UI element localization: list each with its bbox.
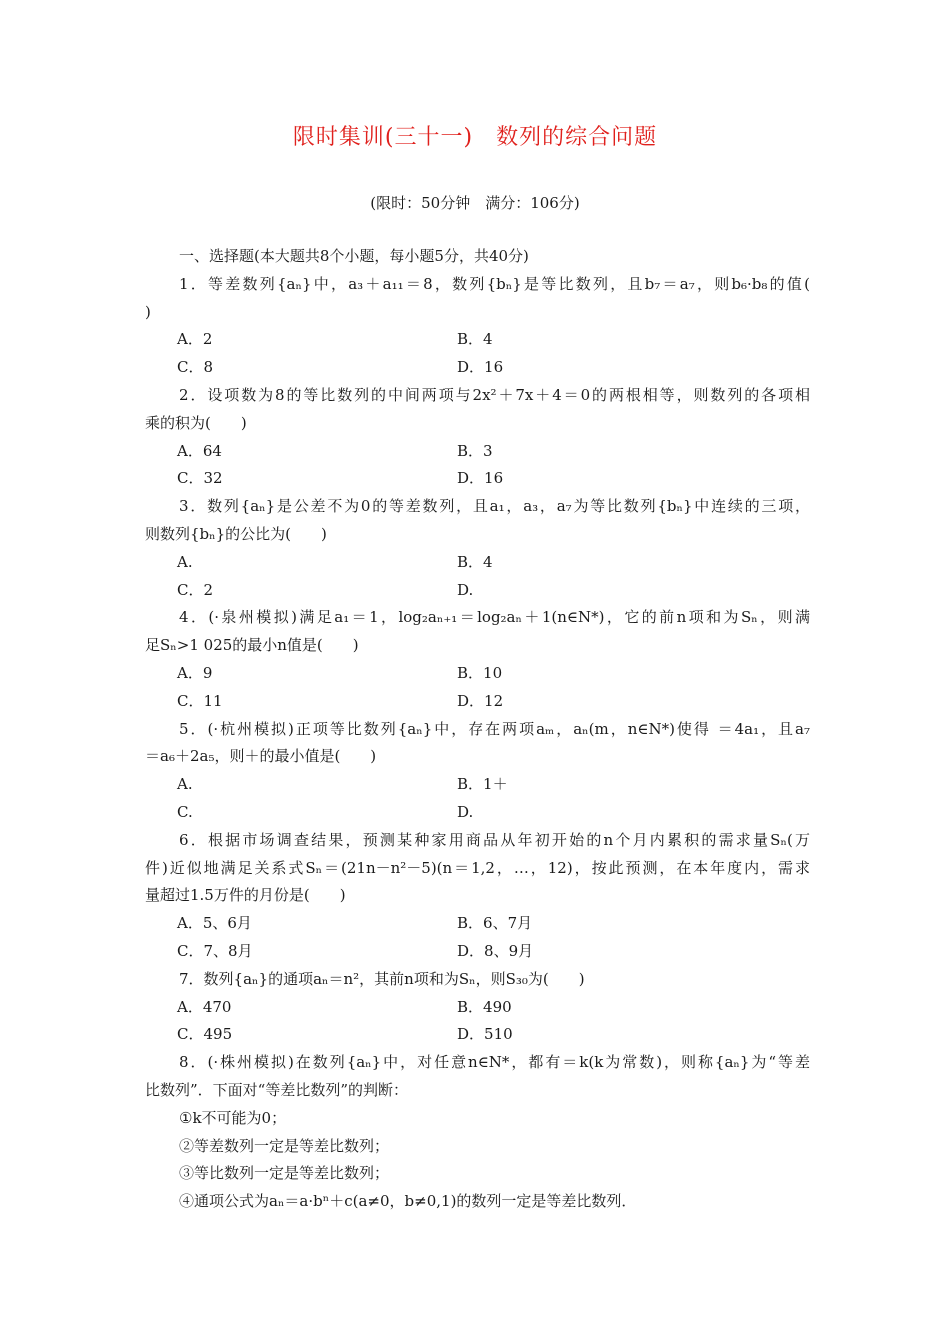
option-c: C．495 (177, 1025, 233, 1044)
option-a: A．470 (177, 997, 232, 1016)
question-2-line-1: 2．设项数为8的等比数列的中间两项与2x²＋7x＋4＝0的两根相等，则数列的各项相 (179, 385, 810, 404)
question-2-options-row-2 (145, 465, 810, 493)
question-4-line-1: 4．(·泉州模拟)满足a₁＝1，log₂aₙ₊₁＝log₂aₙ＋1(n∈N*)，它的前n项和为Sₙ，则满 (179, 608, 810, 627)
question-6-line-1: 6．根据市场调查结果，预测某种家用商品从年初开始的n个月内累积的需求量Sₙ(万 (179, 830, 810, 849)
time-score-info: (限时：50分钟 满分：106分) (370, 194, 580, 212)
option-a: A．9 (177, 663, 213, 682)
question-5-options-row-2 (145, 799, 810, 827)
question-1-options-row-2 (145, 354, 810, 382)
question-6-options-row-1 (145, 910, 810, 938)
section-heading: 一、选择题(本大题共8个小题，每小题5分，共40分) (179, 247, 529, 265)
question-8-line-1: 8．(·株州模拟)在数列{aₙ}中，对任意n∈N*，都有＝k(k为常数)，则称{aₙ}为“等差 (179, 1053, 810, 1072)
question-6-line-2: 件)近似地满足关系式Sₙ＝(21n－n²－5)(n＝1,2，…，12)，按此预测，在本年度内，需求 (145, 858, 810, 877)
option-b: B．4 (457, 552, 493, 571)
option-d: D．16 (457, 469, 504, 488)
statement-3: ③等比数列一定是等差比数列； (179, 1164, 390, 1183)
option-b: B．6、7月 (457, 914, 533, 933)
question-4-options-row-2 (145, 688, 810, 716)
question-3-options-row-2 (145, 577, 810, 605)
option-b: B．1＋ (457, 775, 508, 794)
question-4-options-row-1 (145, 660, 810, 688)
option-c: C．2 (177, 580, 214, 599)
option-c: C．8 (177, 358, 214, 377)
option-a: A．5、6月 (177, 914, 252, 933)
option-b: B．10 (457, 663, 503, 682)
option-d: D．510 (457, 1025, 513, 1044)
question-2-options-row-1 (145, 438, 810, 466)
question-7-line-1: 7．数列{aₙ}的通项aₙ＝n²，其前n项和为Sₙ，则S₃₀为( ) (179, 969, 585, 988)
question-5-options-row-1 (145, 771, 810, 799)
question-5-line-1: 5．(·杭州模拟)正项等比数列{aₙ}中，存在两项aₘ，aₙ(m，n∈N*)使得 ＝4a₁，且a₇ (179, 719, 810, 738)
option-a: A．2 (177, 330, 213, 349)
question-8-line-2: 比数列”．下面对“等差比数列”的判断： (145, 1080, 409, 1099)
option-a: A．64 (177, 441, 222, 460)
option-d: D．12 (457, 691, 504, 710)
question-5-line-2: ＝a₆＋2a₅，则＋的最小值是( ) (145, 747, 377, 766)
question-3-options-row-1 (145, 549, 810, 577)
question-3-line-2: 则数列{bₙ}的公比为( ) (145, 524, 327, 543)
page-title: 限时集训(三十一) 数列的综合问题 (292, 125, 658, 150)
option-c: C．32 (177, 469, 223, 488)
option-d: D．16 (457, 358, 504, 377)
option-d: D．8、9月 (457, 941, 534, 960)
question-1-line-1: 1．等差数列{aₙ}中，a₃＋a₁₁＝8，数列{bₙ}是等比数列，且b₇＝a₇，则b₆·b₈的值( (179, 274, 810, 293)
question-4-line-2: 足Sₙ>1 025的最小n值是( ) (145, 636, 359, 655)
question-6-line-3: 量超过1.5万件的月份是( ) (145, 886, 346, 905)
option-b: B．4 (457, 330, 493, 349)
statement-2: ②等差数列一定是等差比数列； (179, 1136, 390, 1155)
option-b: B．490 (457, 997, 512, 1016)
option-a: A. (177, 552, 193, 571)
option-a: A. (177, 775, 193, 794)
option-d: D. (457, 802, 474, 821)
question-list (145, 243, 810, 1216)
question-1-line-2: ) (145, 302, 151, 321)
option-d: D. (457, 580, 474, 599)
question-7-options-row-1 (145, 994, 810, 1022)
option-c: C．7、8月 (177, 941, 253, 960)
option-c: C. (177, 802, 193, 821)
statement-1: ①k不可能为0； (179, 1108, 287, 1127)
option-c: C．11 (177, 691, 223, 710)
question-2-line-2: 乘的积为( ) (145, 413, 247, 432)
question-3-line-1: 3．数列{aₙ}是公差不为0的等差数列，且a₁，a₃，a₇为等比数列{bₙ}中连续的三项， (179, 497, 810, 516)
option-b: B．3 (457, 441, 493, 460)
question-7-options-row-2 (145, 1021, 810, 1049)
question-6-options-row-2 (145, 938, 810, 966)
statement-4: ④通项公式为aₙ＝a·bⁿ＋c(a≠0，b≠0,1)的数列一定是等差比数列． (179, 1192, 637, 1211)
question-1-options-row-1 (145, 326, 810, 354)
